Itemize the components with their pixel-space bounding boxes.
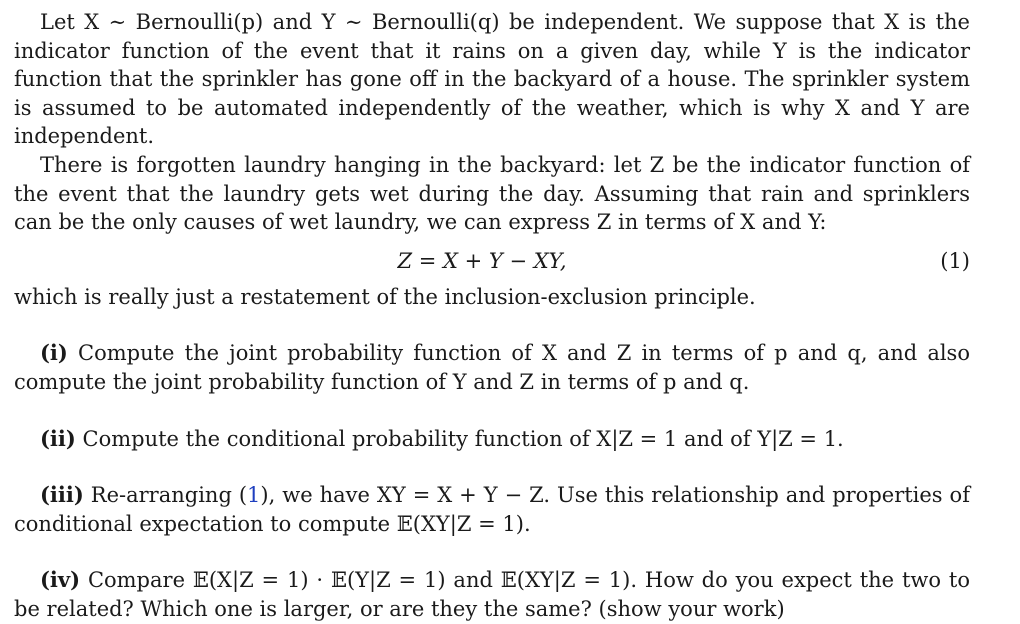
part-iii bbox=[14, 481, 970, 538]
part-iv bbox=[14, 566, 970, 623]
part-i bbox=[14, 339, 970, 396]
equation-number: (1) bbox=[940, 248, 970, 273]
part-iv-label: (iv) bbox=[40, 567, 81, 593]
after-equation-text: which is really just a restatement of the inclusion-exclusion principle. bbox=[14, 284, 756, 309]
part-iii-text-before-ref: Re-arranging ( bbox=[90, 483, 248, 508]
part-i-label: (i) bbox=[40, 340, 68, 366]
part-iv-text: Compare 𝔼(X|Z = 1) · 𝔼(Y|Z = 1) and 𝔼(XY|Z = 1). How do you expect the two to be related? Which one is larger, or are they the same? (show your work) bbox=[14, 568, 970, 621]
equation-body: Z = X + Y − XY, bbox=[397, 248, 567, 273]
part-ii bbox=[14, 425, 970, 454]
part-iii-label: (iii) bbox=[40, 482, 84, 508]
part-i-text: Compute the joint probability function of X and Z in terms of p and q, and also compute the joint probability function of Y and Z in terms of p and q. bbox=[14, 341, 970, 394]
part-ii-text: Compute the conditional probability function of X|Z = 1 and of Y|Z = 1. bbox=[82, 426, 844, 451]
equation-reference-link[interactable]: 1 bbox=[247, 483, 261, 508]
intro-paragraph-1: Let X ∼ Bernoulli(p) and Y ∼ Bernoulli(q) be independent. We suppose that X is the indicator function of the event that it rains on a given day, while Y is the indicator function that the sprinkler has gone off in the backyard of a house. The sprinkler system is assumed to be automated independently of the weather, which is why X and Y are independent. bbox=[14, 10, 970, 149]
part-ii-label: (ii) bbox=[40, 425, 76, 451]
part-iii-text-after-ref: ), we have XY = X + Y − Z. Use this relationship and properties of conditional expectation to compute 𝔼(XY|Z = 1). bbox=[14, 483, 970, 536]
intro-paragraph-2: There is forgotten laundry hanging in the backyard: let Z be the indicator function of the event that the laundry gets wet during the day. Assuming that rain and sprinklers can be the only causes of wet laundry, we can express Z in terms of X and Y: bbox=[14, 152, 970, 235]
equation-1 bbox=[14, 244, 970, 278]
